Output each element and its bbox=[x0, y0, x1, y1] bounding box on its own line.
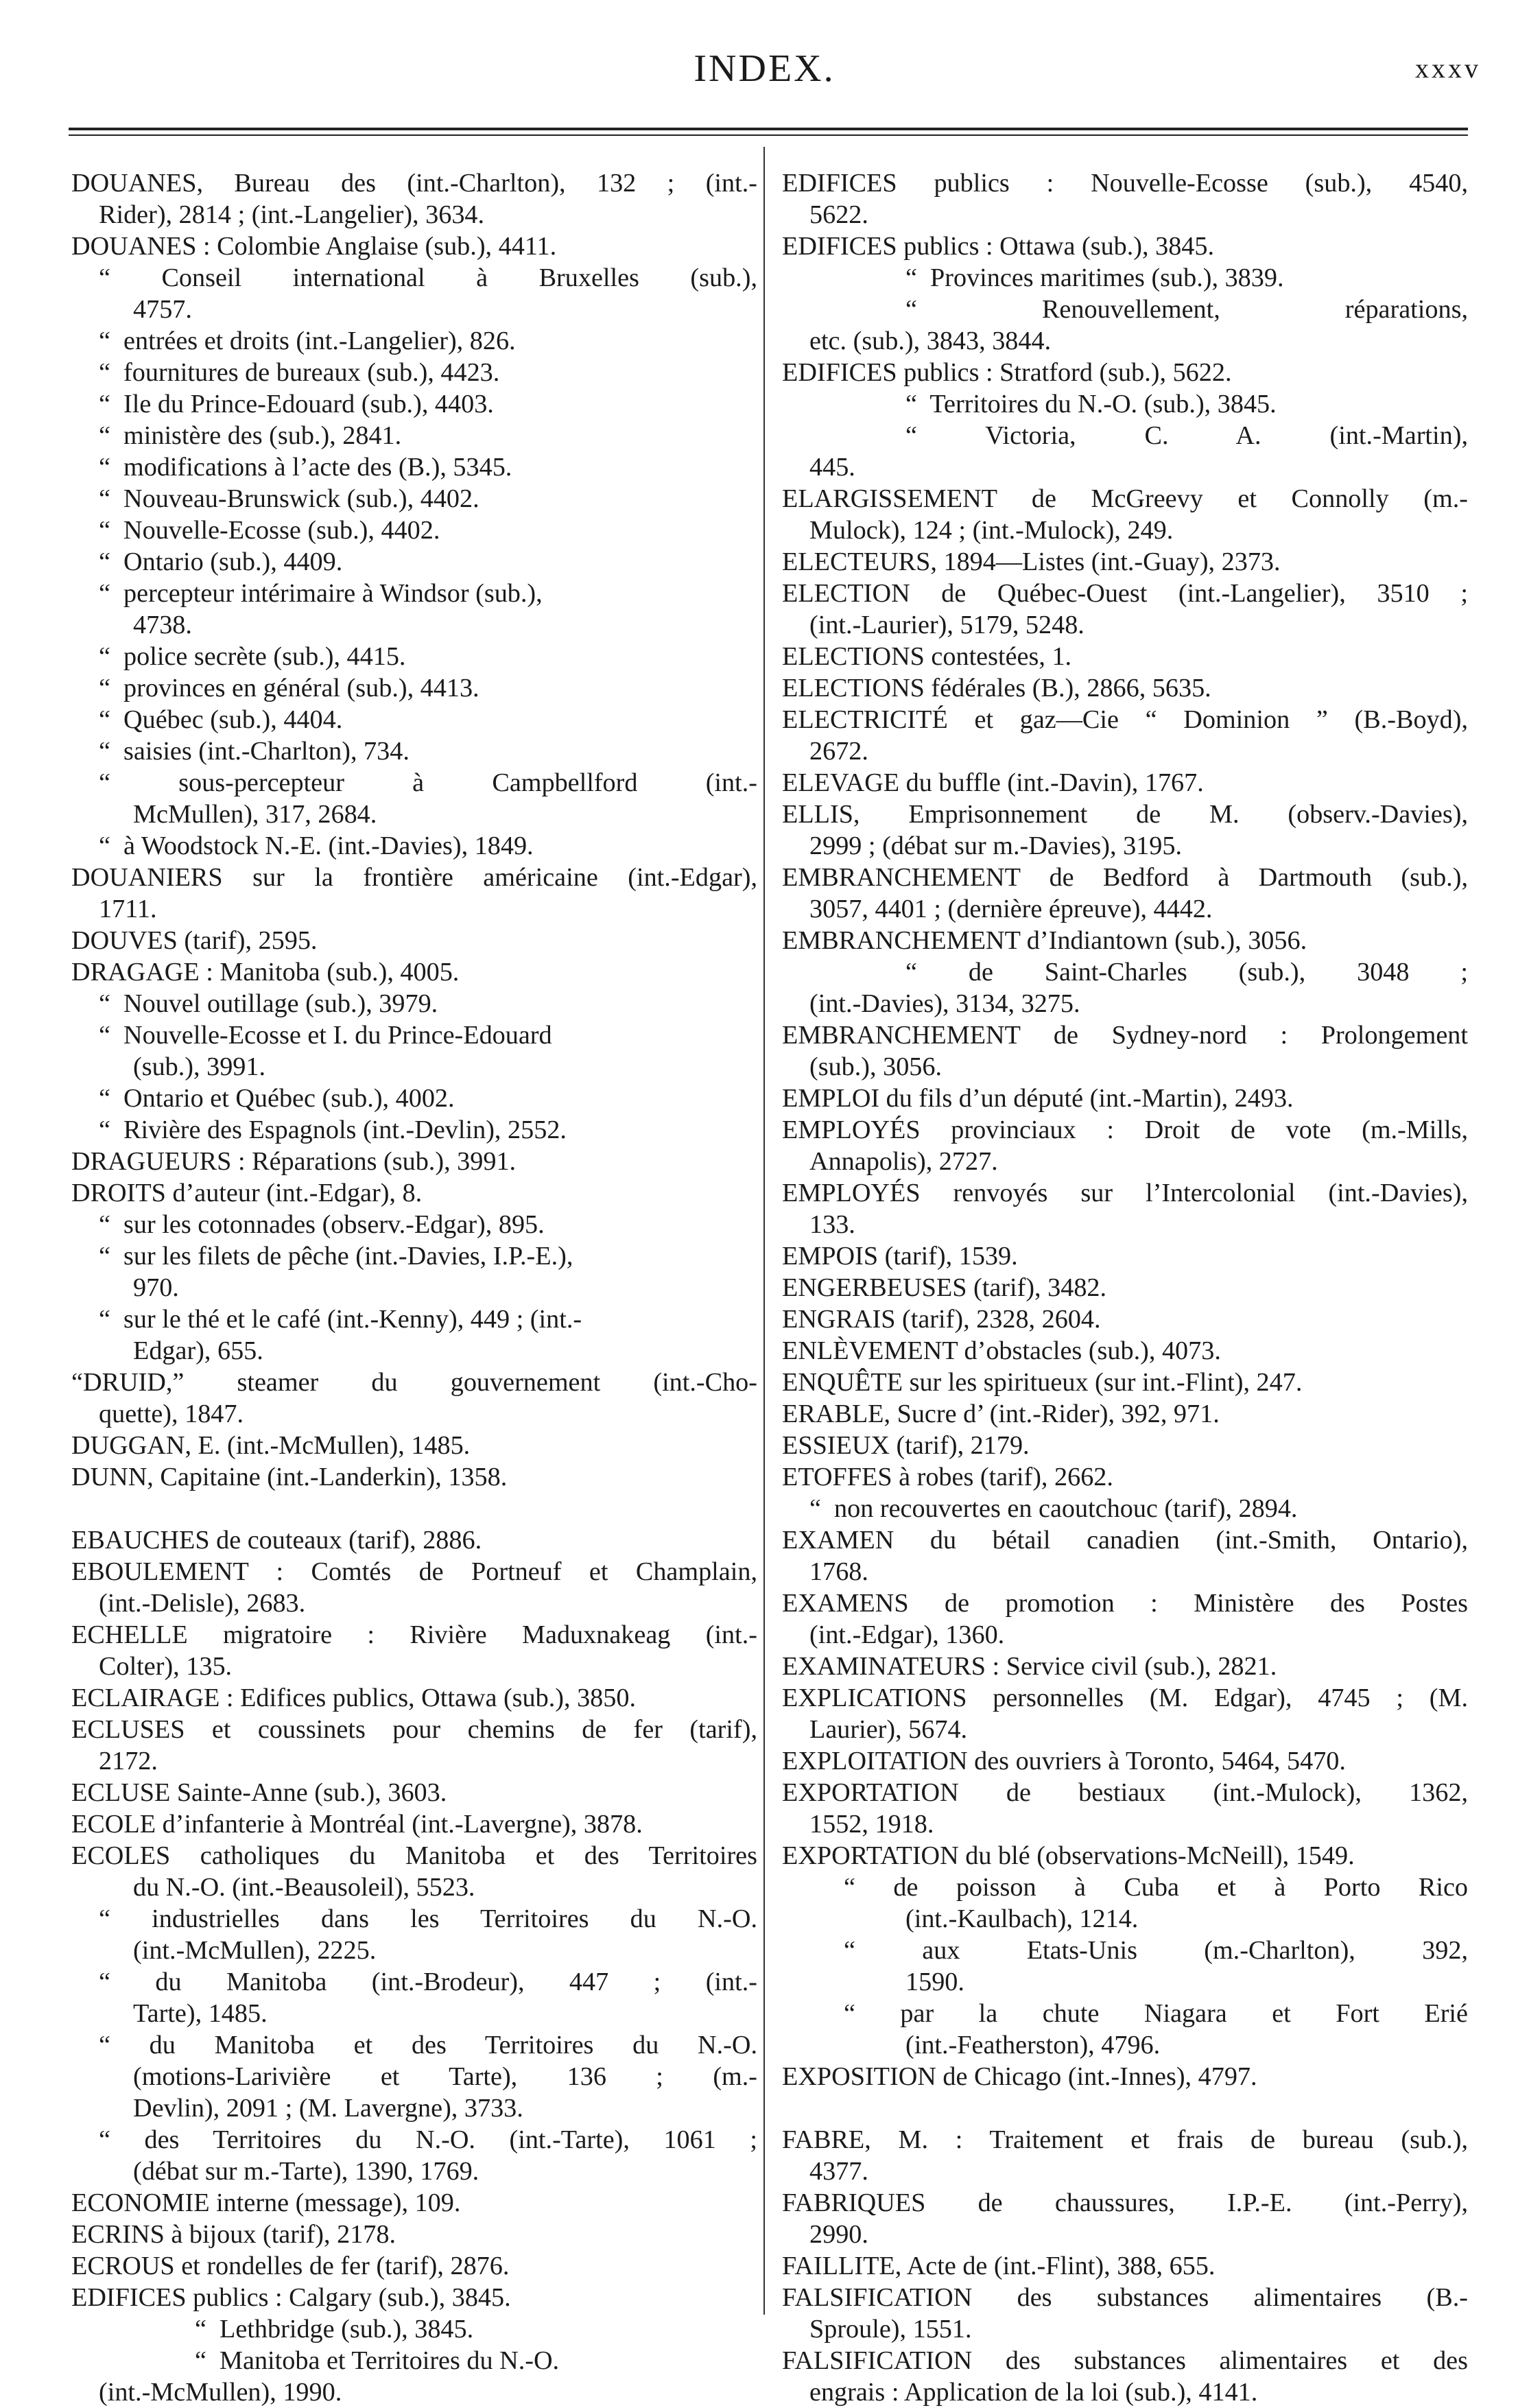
index-entry-line: EMPLOI du fils d’un député (int.-Martin), 2493. bbox=[782, 1084, 1294, 1113]
index-entry-line: EXAMEN du bétail canadien (int.-Smith, Ontario), bbox=[782, 1526, 1468, 1555]
index-entry-line: (int.-Kaulbach), 1214. bbox=[905, 1904, 1139, 1933]
index-entry-line: “ Ontario et Québec (sub.), 4002. bbox=[99, 1084, 455, 1113]
index-entry-line: Devlin), 2091 ; (M. Lavergne), 3733. bbox=[133, 2094, 523, 2123]
index-entry-line: Edgar), 655. bbox=[133, 1336, 263, 1365]
section-gap bbox=[71, 1493, 757, 1524]
header-rule-thick bbox=[69, 128, 1468, 130]
index-entry-line: 133. bbox=[809, 1210, 855, 1239]
index-entry-line: DOUANES, Bureau des (int.-Charlton), 132 ; (int.- bbox=[71, 169, 757, 198]
index-entry-line: EXPOSITION de Chicago (int.-Innes), 4797. bbox=[782, 2062, 1257, 2091]
index-entry-line: Laurier), 5674. bbox=[809, 1715, 968, 1744]
index-entry-line: ENQUÊTE sur les spiritueux (sur int.-Flint), 247. bbox=[782, 1368, 1303, 1397]
index-entry-line: DOUANES : Colombie Anglaise (sub.), 4411. bbox=[71, 232, 557, 261]
index-entry-line: DOUANIERS sur la frontière américaine (int.-Edgar), bbox=[71, 863, 757, 892]
index-entry-line: FABRIQUES de chaussures, I.P.-E. (int.-Perry), bbox=[782, 2188, 1468, 2217]
index-entry-line: DROITS d’auteur (int.-Edgar), 8. bbox=[71, 1179, 423, 1207]
index-entry-line: “ Ontario (sub.), 4409. bbox=[99, 547, 343, 576]
page-number: xxxv bbox=[1415, 53, 1481, 84]
index-entry-line: “ non recouvertes en caoutchouc (tarif), 2894. bbox=[809, 1494, 1298, 1523]
index-entry-line: FALSIFICATION des substances alimentaires et des bbox=[782, 2346, 1468, 2375]
index-entry-line: Sproule), 1551. bbox=[809, 2315, 972, 2344]
index-entry-line: 1768. bbox=[809, 1557, 868, 1586]
index-entry-line: “ ministère des (sub.), 2841. bbox=[99, 421, 402, 450]
index-entry-line: “ Nouvel outillage (sub.), 3979. bbox=[99, 989, 438, 1018]
index-entry-line: (int.-Davies), 3134, 3275. bbox=[809, 989, 1080, 1018]
index-entry-line: ELECTIONS fédérales (B.), 2866, 5635. bbox=[782, 674, 1211, 703]
index-entry-line: ENGERBEUSES (tarif), 3482. bbox=[782, 1273, 1107, 1302]
index-column-left bbox=[71, 167, 757, 2408]
index-entry-line: EXPLOITATION des ouvriers à Toronto, 5464, 5470. bbox=[782, 1747, 1346, 1775]
index-entry-line: “ Lethbridge (sub.), 3845. bbox=[195, 2315, 474, 2344]
index-entry-line: “ police secrète (sub.), 4415. bbox=[99, 642, 406, 671]
index-entry-line: ELECTEURS, 1894—Listes (int.-Guay), 2373. bbox=[782, 547, 1281, 576]
index-entry-line: (int.-Featherston), 4796. bbox=[905, 2031, 1161, 2059]
index-entry-line: (débat sur m.-Tarte), 1390, 1769. bbox=[133, 2157, 479, 2186]
index-entry-line: ELARGISSEMENT de McGreevy et Connolly (m.- bbox=[782, 484, 1468, 513]
index-entry-line: “ Nouvelle-Ecosse (sub.), 4402. bbox=[99, 516, 440, 545]
index-entry-line: ECOLES catholiques du Manitoba et des Territoires bbox=[71, 1841, 757, 1870]
index-entry-line: DRAGAGE : Manitoba (sub.), 4005. bbox=[71, 958, 460, 987]
column-divider bbox=[763, 147, 765, 2315]
index-entry-line: EMBRANCHEMENT d’Indiantown (sub.), 3056. bbox=[782, 926, 1307, 955]
index-entry-line: “ aux Etats-Unis (m.-Charlton), 392, bbox=[844, 1936, 1468, 1965]
index-entry-line: “ par la chute Niagara et Fort Erié bbox=[844, 1999, 1468, 2028]
index-entry-line: 3057, 4401 ; (dernière épreuve), 4442. bbox=[809, 895, 1213, 923]
section-gap bbox=[782, 2092, 1468, 2124]
index-entry-line: (motions-Larivière et Tarte), 136 ; (m.- bbox=[133, 2062, 757, 2091]
index-entry-line: EBAUCHES de couteaux (tarif), 2886. bbox=[71, 1526, 482, 1555]
index-entry-line: 4377. bbox=[809, 2157, 868, 2186]
index-entry-line: FAILLITE, Acte de (int.-Flint), 388, 655. bbox=[782, 2252, 1216, 2280]
index-entry-line: 4738. bbox=[133, 611, 192, 639]
index-entry-line: “ modifications à l’acte des (B.), 5345. bbox=[99, 453, 512, 482]
index-entry-line: ENLÈVEMENT d’obstacles (sub.), 4073. bbox=[782, 1336, 1221, 1365]
index-entry-line: DRAGUEURS : Réparations (sub.), 3991. bbox=[71, 1147, 517, 1176]
index-entry-line: ELECTRICITÉ et gaz—Cie “ Dominion ” (B.-Boyd), bbox=[782, 705, 1468, 734]
index-entry-line: ELECTIONS contestées, 1. bbox=[782, 642, 1072, 671]
index-entry-line: “ Territoires du N.-O. (sub.), 3845. bbox=[905, 390, 1277, 418]
index-entry-line: “ Victoria, C. A. (int.-Martin), bbox=[905, 421, 1468, 450]
index-entry-line: Tarte), 1485. bbox=[133, 1999, 268, 2028]
index-entry-line: ENGRAIS (tarif), 2328, 2604. bbox=[782, 1305, 1101, 1334]
index-entry-line: du N.-O. (int.-Beausoleil), 5523. bbox=[133, 1873, 475, 1902]
index-entry-line: EMPOIS (tarif), 1539. bbox=[782, 1242, 1018, 1271]
index-entry-line: (sub.), 3056. bbox=[809, 1052, 943, 1081]
index-column-right bbox=[782, 167, 1468, 2408]
index-entry-line: DUNN, Capitaine (int.-Landerkin), 1358. bbox=[71, 1463, 508, 1491]
index-entry-line: “ entrées et droits (int.-Langelier), 826. bbox=[99, 327, 516, 355]
index-entry-line: EXAMINATEURS : Service civil (sub.), 2821. bbox=[782, 1652, 1277, 1681]
index-entry-line: etc. (sub.), 3843, 3844. bbox=[809, 327, 1052, 355]
index-entry-line: ECROUS et rondelles de fer (tarif), 2876. bbox=[71, 2252, 510, 2280]
index-entry-line: ECRINS à bijoux (tarif), 2178. bbox=[71, 2220, 396, 2249]
index-entry-line: FABRE, M. : Traitement et frais de bureau (sub.), bbox=[782, 2125, 1468, 2154]
index-entry-line: Colter), 135. bbox=[99, 1652, 233, 1681]
index-entry-line: EMPLOYÉS renvoyés sur l’Intercolonial (int.-Davies), bbox=[782, 1179, 1468, 1207]
index-entry-line: EXAMENS de promotion : Ministère des Postes bbox=[782, 1589, 1468, 1618]
index-entry-line: 2672. bbox=[809, 737, 868, 766]
index-entry-line: ECONOMIE interne (message), 109. bbox=[71, 2188, 461, 2217]
index-entry-line: 1552, 1918. bbox=[809, 1810, 934, 1839]
index-entry-line: ELEVAGE du buffle (int.-Davin), 1767. bbox=[782, 768, 1204, 797]
index-entry-line: 5622. bbox=[809, 200, 868, 229]
index-entry-line: ETOFFES à robes (tarif), 2662. bbox=[782, 1463, 1113, 1491]
index-entry-line: ECLAIRAGE : Edifices publics, Ottawa (sub.), 3850. bbox=[71, 1684, 637, 1712]
index-entry-line: (int.-Delisle), 2683. bbox=[99, 1589, 306, 1618]
index-entry-line: ESSIEUX (tarif), 2179. bbox=[782, 1431, 1030, 1460]
index-entry-line: (int.-Edgar), 1360. bbox=[809, 1620, 1005, 1649]
index-entry-line: 445. bbox=[809, 453, 855, 482]
index-entry-line: ECLUSES et coussinets pour chemins de fer (tarif), bbox=[71, 1715, 757, 1744]
index-entry-line: “ du Manitoba et des Territoires du N.-O. bbox=[99, 2031, 757, 2059]
index-entry-line: EXPORTATION du blé (observations-McNeill), 1549. bbox=[782, 1841, 1355, 1870]
index-entry-line: FALSIFICATION des substances alimentaires (B.- bbox=[782, 2283, 1468, 2312]
index-entry-line: DOUVES (tarif), 2595. bbox=[71, 926, 318, 955]
header-rule-thin bbox=[69, 134, 1468, 136]
index-entry-line: “DRUID,” steamer du gouvernement (int.-Cho- bbox=[71, 1368, 757, 1397]
index-entry-line: “ Ile du Prince-Edouard (sub.), 4403. bbox=[99, 390, 494, 418]
index-entry-line: “ Nouvelle-Ecosse et I. du Prince-Edouard bbox=[99, 1021, 552, 1050]
index-entry-line: “ de Saint-Charles (sub.), 3048 ; bbox=[905, 958, 1468, 987]
index-entry-line: “ fournitures de bureaux (sub.), 4423. bbox=[99, 358, 500, 387]
index-entry-line: (int.-McMullen), 1990. bbox=[99, 2378, 342, 2407]
index-entry-line: Rider), 2814 ; (int.-Langelier), 3634. bbox=[99, 200, 485, 229]
index-entry-line: “ industrielles dans les Territoires du N.-O. bbox=[99, 1904, 757, 1933]
index-entry-line: EDIFICES publics : Stratford (sub.), 5622. bbox=[782, 358, 1232, 387]
index-entry-line: “ Renouvellement, réparations, bbox=[905, 295, 1468, 324]
index-entry-line: 1590. bbox=[905, 1968, 964, 1996]
index-entry-line: engrais : Application de la loi (sub.), 4141. bbox=[809, 2378, 1258, 2407]
page-title: INDEX. bbox=[694, 47, 835, 90]
index-entry-line: 970. bbox=[133, 1273, 179, 1302]
index-entry-line: EMPLOYÉS provinciaux : Droit de vote (m.-Mills, bbox=[782, 1116, 1468, 1144]
index-entry-line: EXPORTATION de bestiaux (int.-Mulock), 1362, bbox=[782, 1778, 1468, 1807]
index-entry-line: “ saisies (int.-Charlton), 734. bbox=[99, 737, 410, 766]
index-entry-line: ECOLE d’infanterie à Montréal (int.-Lavergne), 3878. bbox=[71, 1810, 643, 1839]
index-entry-line: (sub.), 3991. bbox=[133, 1052, 266, 1081]
index-entry-line: McMullen), 317, 2684. bbox=[133, 800, 377, 829]
index-entry-line: 2172. bbox=[99, 1747, 158, 1775]
page-header bbox=[0, 41, 1529, 103]
index-entry-line: DUGGAN, E. (int.-McMullen), 1485. bbox=[71, 1431, 471, 1460]
index-entry-line: “ du Manitoba (int.-Brodeur), 447 ; (int.- bbox=[99, 1968, 757, 1996]
index-entry-line: “ à Woodstock N.-E. (int.-Davies), 1849. bbox=[99, 831, 534, 860]
index-entry-line: Mulock), 124 ; (int.-Mulock), 249. bbox=[809, 516, 1174, 545]
index-entry-line: “ provinces en général (sub.), 4413. bbox=[99, 674, 479, 703]
index-entry-line: “ sous-percepteur à Campbellford (int.- bbox=[99, 768, 757, 797]
index-entry-line: ERABLE, Sucre d’ (int.-Rider), 392, 971. bbox=[782, 1400, 1220, 1428]
index-entry-line: “ Provinces maritimes (sub.), 3839. bbox=[905, 263, 1284, 292]
index-entry-line: EDIFICES publics : Nouvelle-Ecosse (sub.), 4540, bbox=[782, 169, 1468, 198]
index-entry-line: “ sur les filets de pêche (int.-Davies, I.P.-E.), bbox=[99, 1242, 573, 1271]
index-entry-line: Annapolis), 2727. bbox=[809, 1147, 998, 1176]
index-entry-line: “ de poisson à Cuba et à Porto Rico bbox=[844, 1873, 1468, 1902]
index-entry-line: “ des Territoires du N.-O. (int.-Tarte), 1061 ; bbox=[99, 2125, 757, 2154]
index-entry-line: “ Rivière des Espagnols (int.-Devlin), 2552. bbox=[99, 1116, 567, 1144]
index-entry-line: ELECTION de Québec-Ouest (int.-Langelier), 3510 ; bbox=[782, 579, 1468, 608]
index-entry-line: 1711. bbox=[99, 895, 157, 923]
index-entry-line: EMBRANCHEMENT de Bedford à Dartmouth (sub.), bbox=[782, 863, 1468, 892]
index-entry-line: “ Conseil international à Bruxelles (sub.), bbox=[99, 263, 757, 292]
index-entry-line: “ sur le thé et le café (int.-Kenny), 449 ; (int.- bbox=[99, 1305, 582, 1334]
index-entry-line: “ Québec (sub.), 4404. bbox=[99, 705, 343, 734]
index-entry-line: “ percepteur intérimaire à Windsor (sub.), bbox=[99, 579, 543, 608]
index-entry-line: EBOULEMENT : Comtés de Portneuf et Champlain, bbox=[71, 1557, 757, 1586]
index-entry-line: quette), 1847. bbox=[99, 1400, 244, 1428]
index-entry-line: “ Manitoba et Territoires du N.-O. bbox=[195, 2346, 560, 2375]
index-entry-line: 4757. bbox=[133, 295, 192, 324]
index-entry-line: 2990. bbox=[809, 2220, 868, 2249]
index-entry-line: ECLUSE Sainte-Anne (sub.), 3603. bbox=[71, 1778, 447, 1807]
index-entry-line: EDIFICES publics : Calgary (sub.), 3845. bbox=[71, 2283, 511, 2312]
index-entry-line: EMBRANCHEMENT de Sydney-nord : Prolongement bbox=[782, 1021, 1468, 1050]
index-entry-line: 2999 ; (débat sur m.-Davies), 3195. bbox=[809, 831, 1182, 860]
index-entry-line: EDIFICES publics : Ottawa (sub.), 3845. bbox=[782, 232, 1215, 261]
index-entry-line: “ Nouveau-Brunswick (sub.), 4402. bbox=[99, 484, 479, 513]
index-entry-line: ELLIS, Emprisonnement de M. (observ.-Davies), bbox=[782, 800, 1468, 829]
index-entry-line: ECHELLE migratoire : Rivière Maduxnakeag (int.- bbox=[71, 1620, 757, 1649]
index-entry-line: EXPLICATIONS personnelles (M. Edgar), 4745 ; (M. bbox=[782, 1684, 1468, 1712]
index-entry-line: (int.-Laurier), 5179, 5248. bbox=[809, 611, 1084, 639]
index-entry-line: (int.-McMullen), 2225. bbox=[133, 1936, 377, 1965]
index-entry-line: “ sur les cotonnades (observ.-Edgar), 895. bbox=[99, 1210, 545, 1239]
